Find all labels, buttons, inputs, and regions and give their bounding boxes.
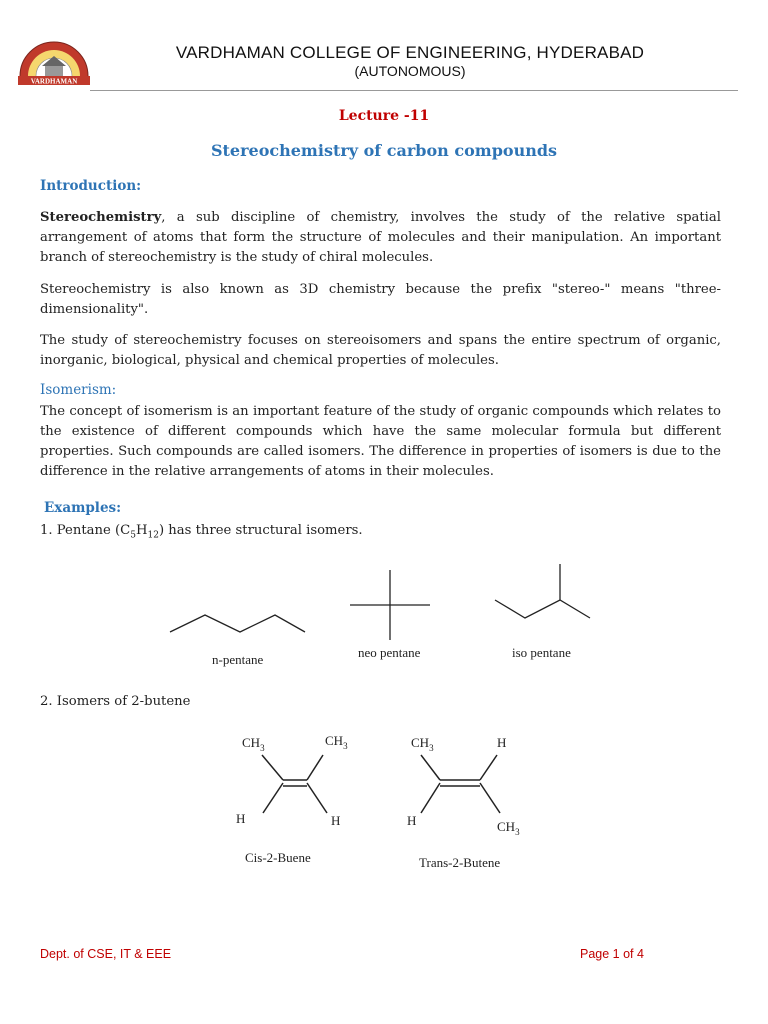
isomerism-paragraph: The concept of isomerism is an important feature of the study of organic compounds which relates to the existence of different compounds which have the same molecular formula but different properties. Such compounds are called isomers. The difference in properties of isomers is due to the difference in the relative arrangements of atoms in their molecules. <box>40 404 721 479</box>
autonomous-label: (AUTONOMOUS) <box>354 63 466 79</box>
intro-paragraph-1 <box>40 208 721 268</box>
example-1 <box>40 521 721 546</box>
iso-pentane-label: iso pentane <box>512 645 571 660</box>
header-divider <box>90 90 738 91</box>
college-name: VARDHAMAN COLLEGE OF ENGINEERING, HYDERABAD <box>175 43 645 62</box>
intro-paragraph-3: The study of stereochemistry focuses on stereoisomers and spans the entire spectrum of organic, inorganic, biological, physical and chemical properties of molecules. <box>40 333 721 368</box>
ex1-sub-5: 5 <box>130 530 136 541</box>
intro-paragraph-2: Stereochemistry is also known as 3D chemistry because the prefix "stereo-" means "three-dimensionality". <box>40 282 721 317</box>
college-logo <box>14 36 94 92</box>
ex1-h: H <box>135 523 148 538</box>
intro-heading: Introduction: <box>40 178 142 194</box>
trans-h-bottom: H <box>407 813 417 828</box>
example-2: 2. Isomers of 2-butene <box>40 694 191 709</box>
trans-2-butene-structure <box>407 735 520 870</box>
logo-text: VARDHAMAN <box>30 77 78 86</box>
cis-label: Cis-2-Buene <box>245 850 311 865</box>
iso-pentane-structure <box>495 564 590 618</box>
trans-h-top: H <box>497 735 507 750</box>
cis-ch3-left: $CH_3$ <box>242 735 265 753</box>
ex1-sub-12: 12 <box>147 530 159 541</box>
intro-paragraph-1-text: , a sub discipline of chemistry, involves the study of the relative spatial arrangement of atoms that form the structure of molecules and their manipulation. An important branch of stereochemistry is the study of chiral molecules. <box>40 210 721 265</box>
cis-2-butene-structure <box>236 733 348 865</box>
trans-label: Trans-2-Butene <box>419 855 501 870</box>
examples-heading: Examples: <box>44 500 122 516</box>
cis-h-left: H <box>236 811 246 826</box>
n-pentane-structure <box>170 615 305 632</box>
page-title: Stereochemistry of carbon compounds <box>210 141 558 160</box>
n-pentane-label: n-pentane <box>212 652 264 667</box>
ex1-suffix: ) has three structural isomers. <box>158 523 363 538</box>
neo-pentane-label: neo pentane <box>358 645 421 660</box>
pentane-isomers-figure <box>160 560 600 675</box>
footer-page-number: Page 1 of 4 <box>580 947 644 961</box>
trans-ch3-left: $CH_3$ <box>411 735 434 753</box>
footer-department: Dept. of CSE, IT & EEE <box>40 947 172 961</box>
butene-isomers-figure <box>225 725 545 875</box>
neo-pentane-structure <box>350 570 430 640</box>
cis-h-right: H <box>331 813 341 828</box>
cis-ch3-right: $CH_3$ <box>325 733 348 751</box>
isomerism-heading: Isomerism: <box>40 382 117 398</box>
ex1-prefix: 1. Pentane (C <box>40 523 131 538</box>
trans-ch3-right: $CH_3$ <box>497 819 520 837</box>
stereochemistry-term: Stereochemistry <box>40 210 162 225</box>
lecture-number: Lecture -11 <box>338 108 430 124</box>
